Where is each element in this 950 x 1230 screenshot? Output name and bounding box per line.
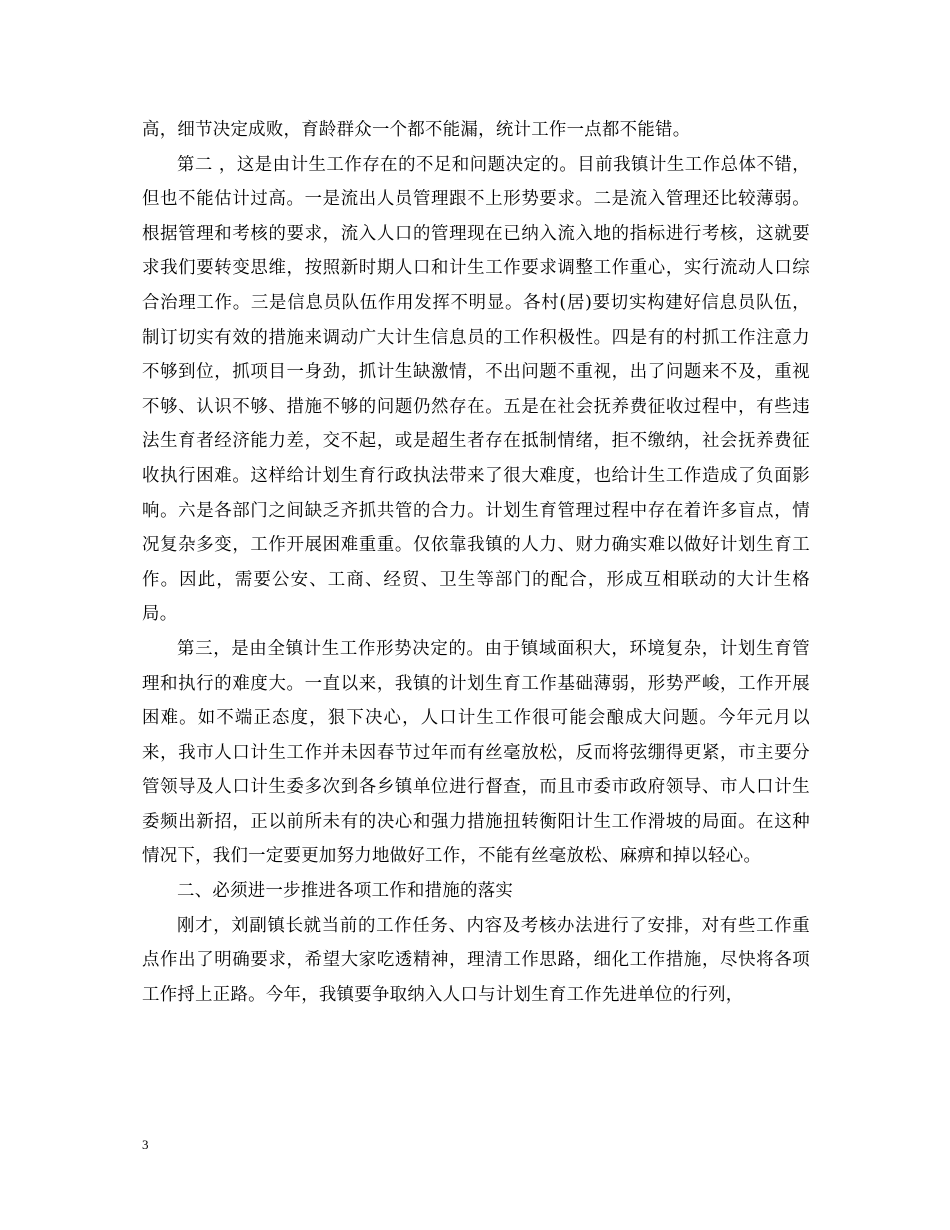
paragraph-second-reason: 第二 ，这是由计生工作存在的不足和问题决定的。目前我镇计生工作总体不错，但也不能估计过高。一是流出人员管理跟不上形势要求。二是流入管理还比较薄弱。根据管理和考核的要求，流入人口的管理现在已纳入流入地的指标进行考核，这就要求我们要转变思维，按照新时期人口和计生工作要求调整工作重心，实行流动人口综合治理工作。三是信息员队伍作用发挥不明显。各村(居)要切实构建好信息员队伍，制订切实有效的措施来调动广大计生信息员的工作积极性。四是有的村抓工作注意力不够到位，抓项目一身劲，抓计生缺激情，不出问题不重视，出了问题来不及，重视不够、认识不够、措施不够的问题仍然存在。五是在社会抚养费征收过程中，有些违法生育者经济能力差，交不起，或是超生者存在抵制情绪，拒不缴纳，社会抚养费征收执行困难。这样给计划生育行政执法带来了很大难度，也给计生工作造成了负面影响。六是各部门之间缺乏齐抓共管的合力。计划生育管理过程中存在着许多盲点，情况复杂多变，工作开展困难重重。仅依靠我镇的人力、财力确实难以做好计划生育工作。因此，需要公安、工商、经贸、卫生等部门的配合，形成互相联动的大计生格局。 [142, 154, 810, 625]
paragraph-work-arrangement: 刚才，刘副镇长就当前的工作任务、内容及考核办法进行了安排，对有些工作重点作出了明确要求，希望大家吃透精神，理清工作思路，细化工作措施，尽快将各项工作捋上正路。今年，我镇要争取纳入人口与计划生育工作先进单位的行列， [142, 915, 810, 1005]
paragraph-third-reason: 第三，是由全镇计生工作形势决定的。由于镇域面积大，环境复杂，计划生育管理和执行的难度大。一直以来，我镇的计划生育工作基础薄弱，形势严峻，工作开展困难。如不端正态度，狠下决心，人口计生工作很可能会酿成大问题。今年元月以来，我市人口计生工作并未因春节过年而有丝毫放松，反而将弦绷得更紧，市主要分管领导及人口计生委多次到各乡镇单位进行督查，而且市委市政府领导、市人口计生委频出新招，正以前所未有的决心和强力措施扭转衡阳计生工作滑坡的局面。在这种情况下，我们一定要更加努力地做好工作，不能有丝毫放松、麻痹和掉以轻心。 [142, 638, 810, 867]
page-number: 3 [142, 1137, 149, 1152]
section-heading: 二、必须进一步推进各项工作和措施的落实 [177, 881, 514, 902]
paragraph-continuation: 高，细节决定成败，育龄群众一个都不能漏，统计工作一点都不能错。 [142, 120, 691, 140]
document-body [142, 113, 810, 1012]
